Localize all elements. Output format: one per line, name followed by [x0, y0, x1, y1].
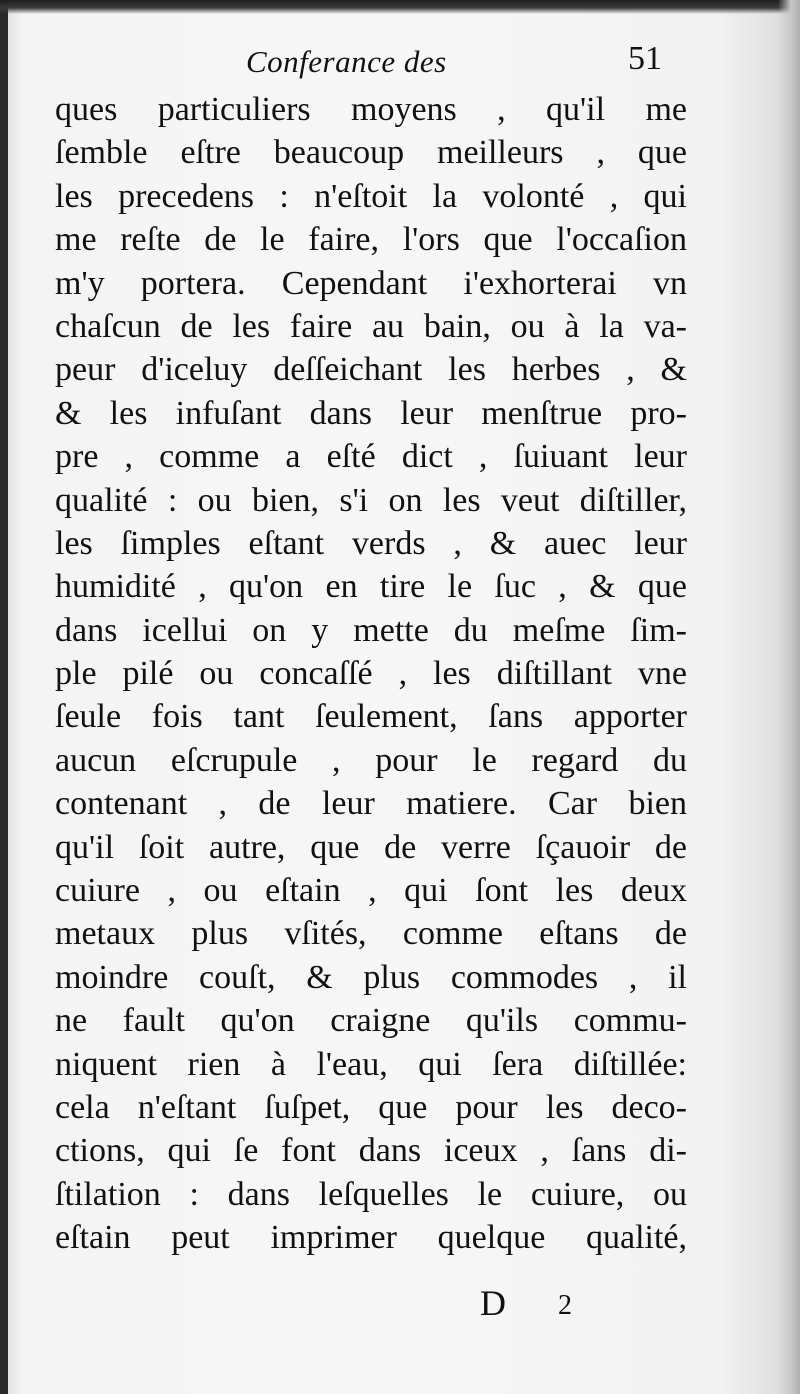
text-line: qualité : ou bien, s'i on les veut diſtiller,	[55, 481, 687, 519]
signature-letter: D	[480, 1283, 506, 1323]
body-text	[55, 88, 687, 1260]
text-line: contenant , de leur matiere. Car bien	[55, 785, 687, 823]
text-line: niquent rien à l'eau, qui ſera diſtillée:	[55, 1045, 687, 1083]
text-line: ques particuliers moyens , qu'il me	[55, 91, 687, 128]
page-top-shadow	[0, 0, 800, 14]
running-title: Conferance des	[246, 44, 447, 79]
text-line: ctions, qui ſe font dans iceux , ſans di-	[55, 1132, 687, 1170]
text-line: moindre couſt, & plus commodes , il	[55, 958, 687, 996]
page-number: 51	[628, 40, 662, 77]
page-right-shadow	[778, 0, 800, 1394]
text-line: humidité , qu'on en tire le ſuc , & que	[55, 568, 687, 606]
text-line: qu'il ſoit autre, que de verre ſçauoir de	[55, 828, 687, 866]
text-line: ſemble eſtre beaucoup meilleurs , que	[55, 134, 687, 172]
text-line: pre , comme a eſté dict , ſuiuant leur	[55, 438, 687, 476]
text-line: ſeule fois tant ſeulement, ſans apporter	[55, 698, 687, 736]
text-line: les precedens : n'eſtoit la volonté , qui	[55, 177, 687, 215]
text-line: cuiure , ou eſtain , qui ſont les deux	[55, 872, 687, 910]
text-line: chaſcun de les faire au bain, ou à la va-	[55, 307, 687, 345]
text-line: ne fault qu'on craigne qu'ils commu-	[55, 1002, 687, 1040]
text-line: metaux plus vſités, comme eſtans de	[55, 915, 687, 953]
text-line: ſtilation : dans leſquelles le cuiure, ou	[55, 1175, 687, 1213]
text-line: peur d'iceluy deſſeichant les herbes , &	[55, 351, 687, 389]
text-line: les ſimples eſtant verds , & auec leur	[55, 524, 687, 562]
page-left-shadow	[0, 0, 8, 1394]
text-line: m'y portera. Cependant i'exhorterai vn	[55, 264, 687, 302]
text-line: eſtain peut imprimer quelque qualité,	[55, 1219, 687, 1257]
signature-number: 2	[558, 1290, 572, 1321]
text-line: aucun eſcrupule , pour le regard du	[55, 741, 687, 779]
text-line: dans icellui on y mette du meſme ſim-	[55, 611, 687, 649]
text-line: cela n'eſtant ſuſpet, que pour les deco-	[55, 1088, 687, 1126]
text-line: me reſte de le faire, l'ors que l'occaſion	[55, 221, 687, 259]
text-line: & les infuſant dans leur menſtrue pro-	[55, 394, 687, 432]
text-line: ple pilé ou concaſſé , les diſtillant vne	[55, 655, 687, 693]
